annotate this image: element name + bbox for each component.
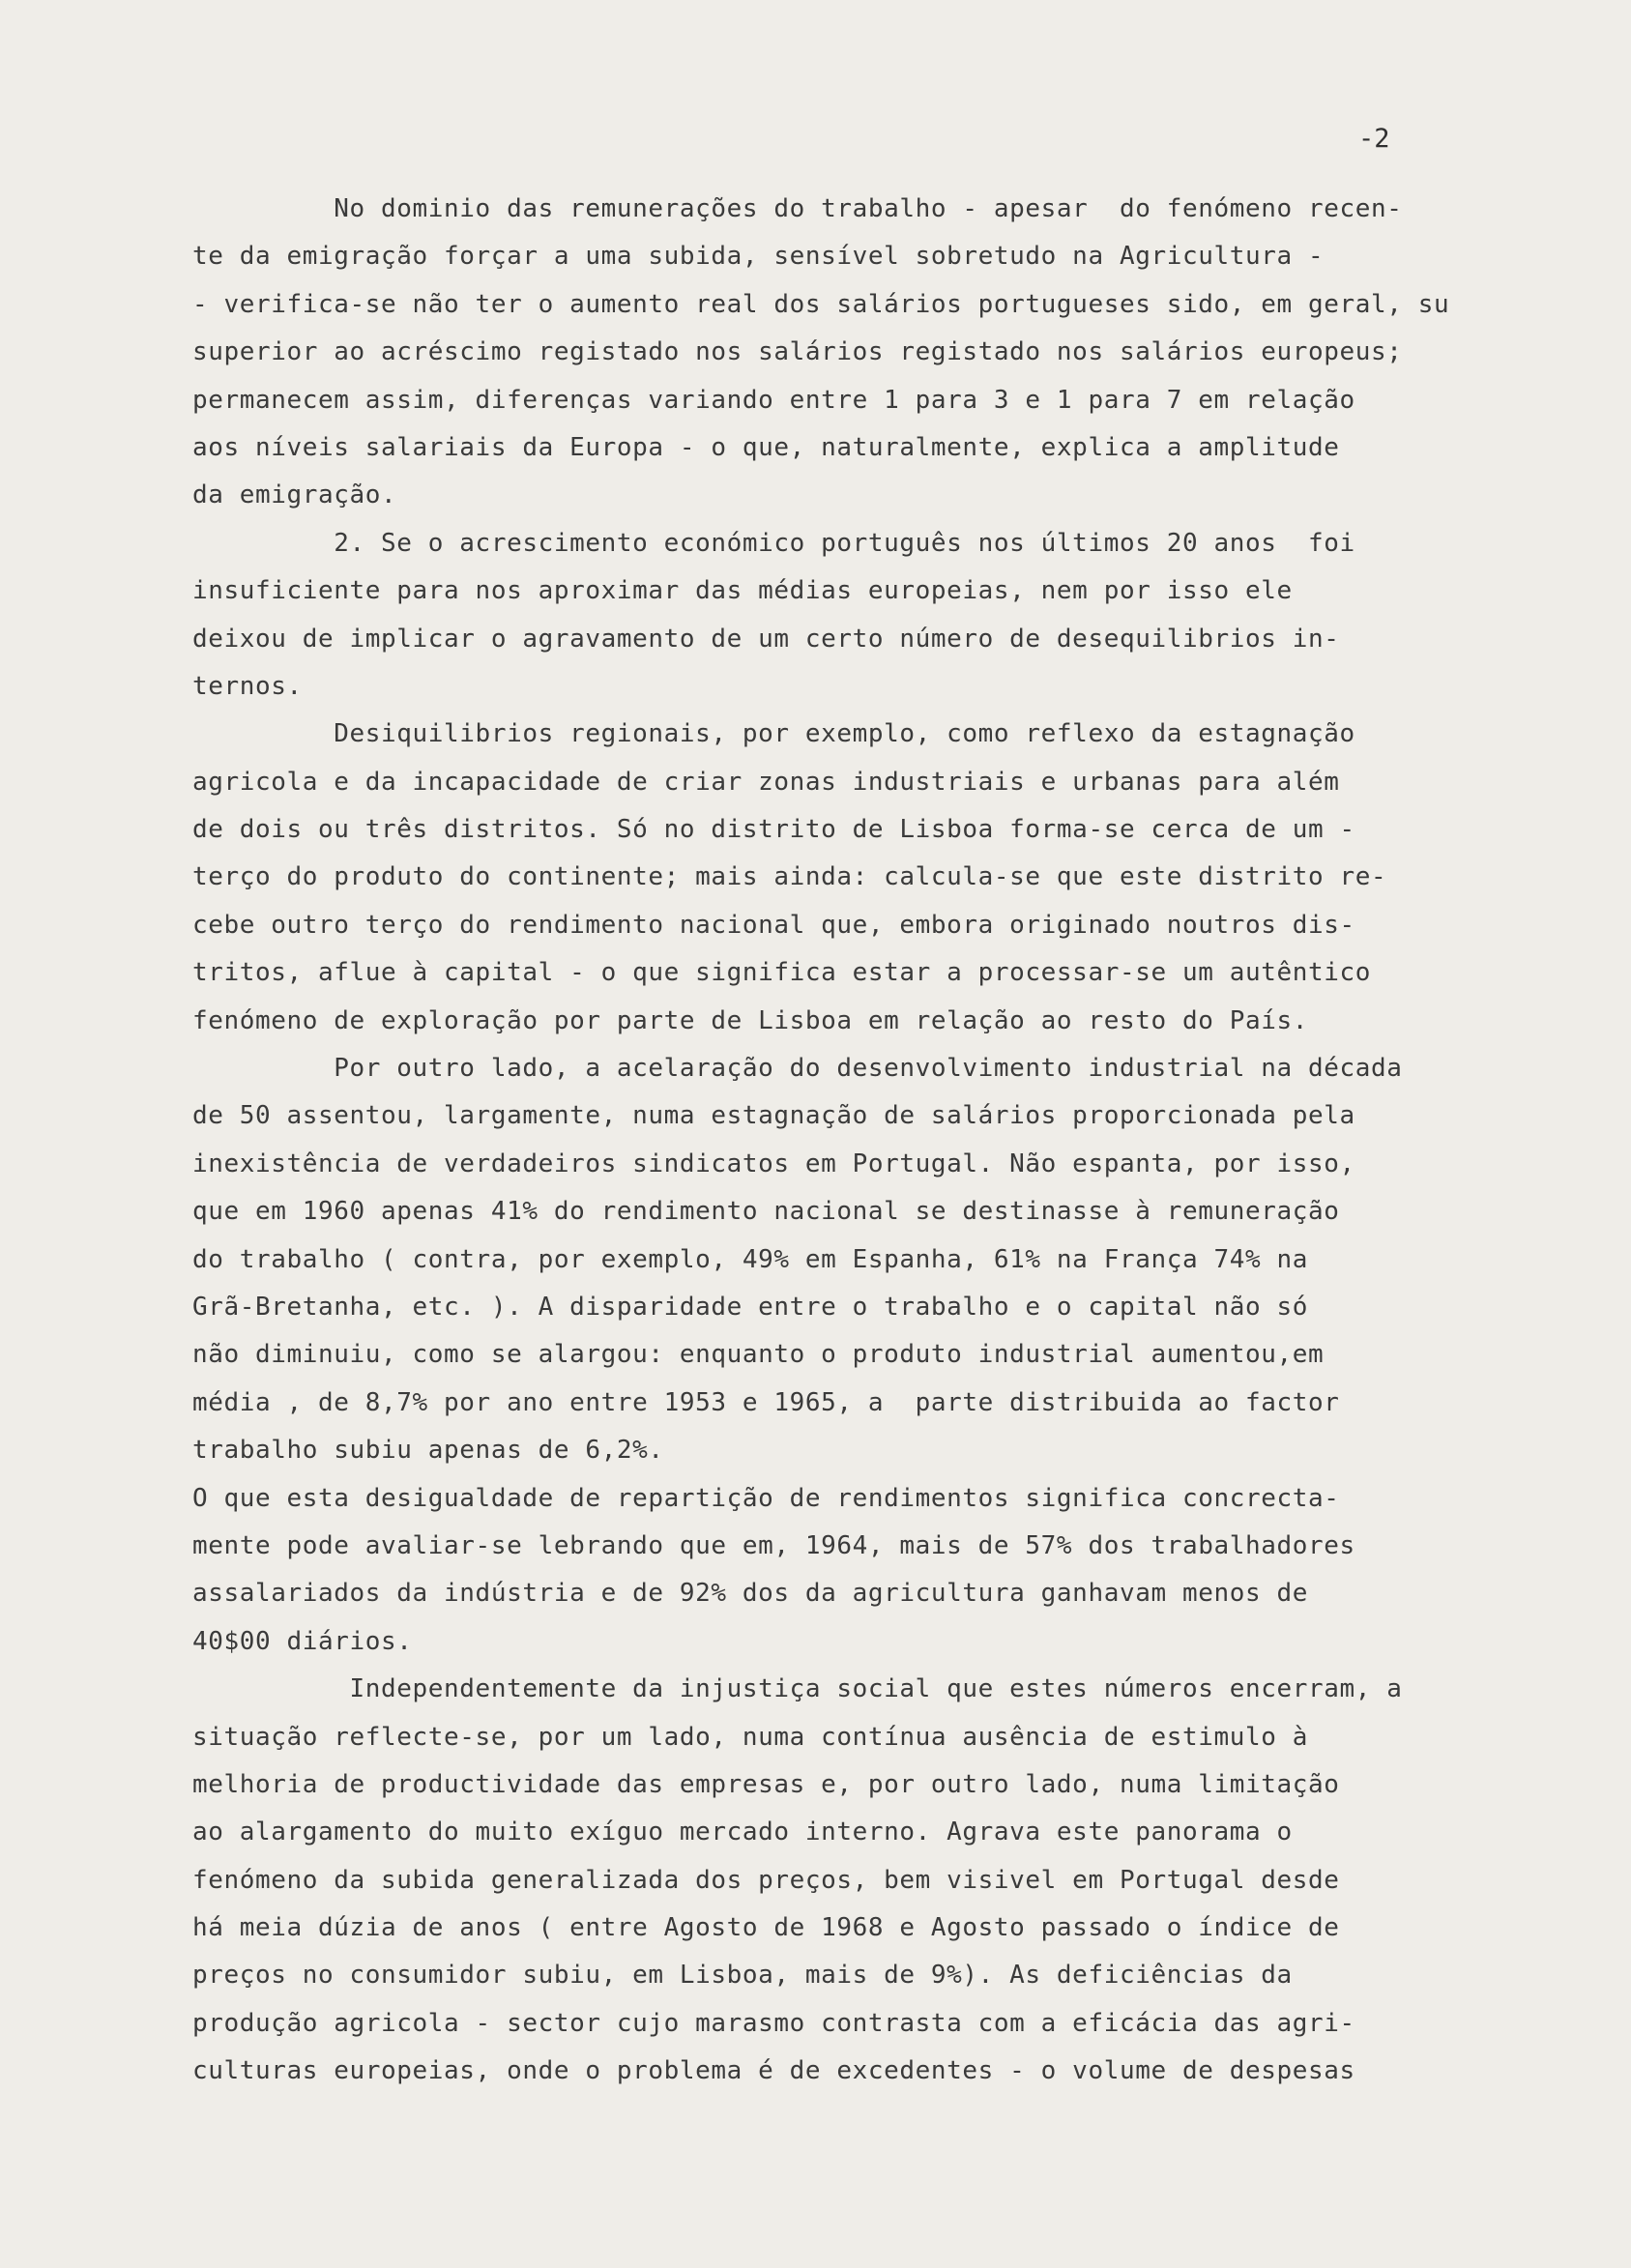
text-line: superior ao acréscimo registado nos salários registado nos salários europeus; xyxy=(192,337,1403,367)
text-line: Independentemente da injustiça social que estes números encerram, a xyxy=(192,1674,1403,1704)
text-line: No dominio das remunerações do trabalho - apesar do fenómeno recen- xyxy=(192,194,1403,223)
text-line: inexistência de verdadeiros sindicatos em Portugal. Não espanta, por isso, xyxy=(192,1149,1355,1178)
text-line: ao alargamento do muito exíguo mercado interno. Agrava este panorama o xyxy=(192,1817,1293,1847)
text-line: O que esta desigualdade de repartição de rendimentos significa concrecta- xyxy=(192,1483,1340,1513)
text-line: média , de 8,7% por ano entre 1953 e 1965, a parte distribuida ao factor xyxy=(192,1387,1340,1417)
text-line: culturas europeias, onde o problema é de excedentes - o volume de despesas xyxy=(192,2056,1355,2086)
text-line: fenómeno de exploração por parte de Lisboa em relação ao resto do País. xyxy=(192,1005,1308,1035)
body-text xyxy=(192,186,1565,2096)
text-line: 40$00 diários. xyxy=(192,1626,413,1656)
text-line: não diminuiu, como se alargou: enquanto o produto industrial aumentou,em xyxy=(192,1340,1325,1370)
text-line: te da emigração forçar a uma subida, sensível sobretudo na Agricultura - xyxy=(192,242,1325,272)
text-line: - verifica-se não ter o aumento real dos salários portugueses sido, em geral, su xyxy=(192,289,1450,319)
text-line: Desiquilibrios regionais, por exemplo, como reflexo da estagnação xyxy=(192,719,1355,749)
text-line: deixou de implicar o agravamento de um certo número de desequilibrios in- xyxy=(192,624,1340,654)
text-line: produção agricola - sector cujo marasmo contrasta com a eficácia das agri- xyxy=(192,2008,1355,2038)
text-line: da emigração. xyxy=(192,480,397,510)
text-line: há meia dúzia de anos ( entre Agosto de 1968 e Agosto passado o índice de xyxy=(192,1913,1340,1943)
text-line: trabalho subiu apenas de 6,2%. xyxy=(192,1436,664,1466)
text-line: cebe outro terço do rendimento nacional que, embora originado noutros dis- xyxy=(192,910,1355,940)
text-line: preços no consumidor subiu, em Lisboa, mais de 9%). As deficiências da xyxy=(192,1961,1293,1991)
text-line: Grã-Bretanha, etc. ). A disparidade entre o trabalho e o capital não só xyxy=(192,1292,1308,1322)
text-line: tritos, aflue à capital - o que significa estar a processar-se um autêntico xyxy=(192,958,1371,988)
text-line: Por outro lado, a acelaração do desenvolvimento industrial na década xyxy=(192,1054,1403,1084)
text-line: agricola e da incapacidade de criar zonas industriais e urbanas para além xyxy=(192,767,1340,797)
text-line: que em 1960 apenas 41% do rendimento nacional se destinasse à remuneração xyxy=(192,1197,1340,1227)
text-line: situação reflecte-se, por um lado, numa contínua ausência de estimulo à xyxy=(192,1722,1308,1752)
text-line: permanecem assim, diferenças variando entre 1 para 3 e 1 para 7 em relação xyxy=(192,385,1355,415)
text-line: do trabalho ( contra, por exemplo, 49% em Espanha, 61% na França 74% na xyxy=(192,1244,1308,1274)
text-line: assalariados da indústria e de 92% dos da agricultura ganhavam menos de xyxy=(192,1579,1308,1609)
text-line: melhoria de productividade das empresas e, por outro lado, numa limitação xyxy=(192,1769,1340,1799)
text-line: ternos. xyxy=(192,671,303,701)
text-line: 2. Se o acrescimento económico português nos últimos 20 anos foi xyxy=(192,528,1355,558)
text-line: mente pode avaliar-se lebrando que em, 1964, mais de 57% dos trabalhadores xyxy=(192,1530,1355,1560)
text-line: terço do produto do continente; mais ainda: calcula-se que este distrito re- xyxy=(192,862,1387,892)
page-number: -2 xyxy=(1358,124,1390,154)
text-line: aos níveis salariais da Europa - o que, naturalmente, explica a amplitude xyxy=(192,432,1340,462)
text-line: de 50 assentou, largamente, numa estagnação de salários proporcionada pela xyxy=(192,1101,1355,1131)
text-line: fenómeno da subida generalizada dos preços, bem visivel em Portugal desde xyxy=(192,1865,1340,1895)
text-line: de dois ou três distritos. Só no distrito de Lisboa forma-se cerca de um - xyxy=(192,815,1355,845)
text-line: insuficiente para nos aproximar das médias europeias, nem por isso ele xyxy=(192,576,1293,606)
